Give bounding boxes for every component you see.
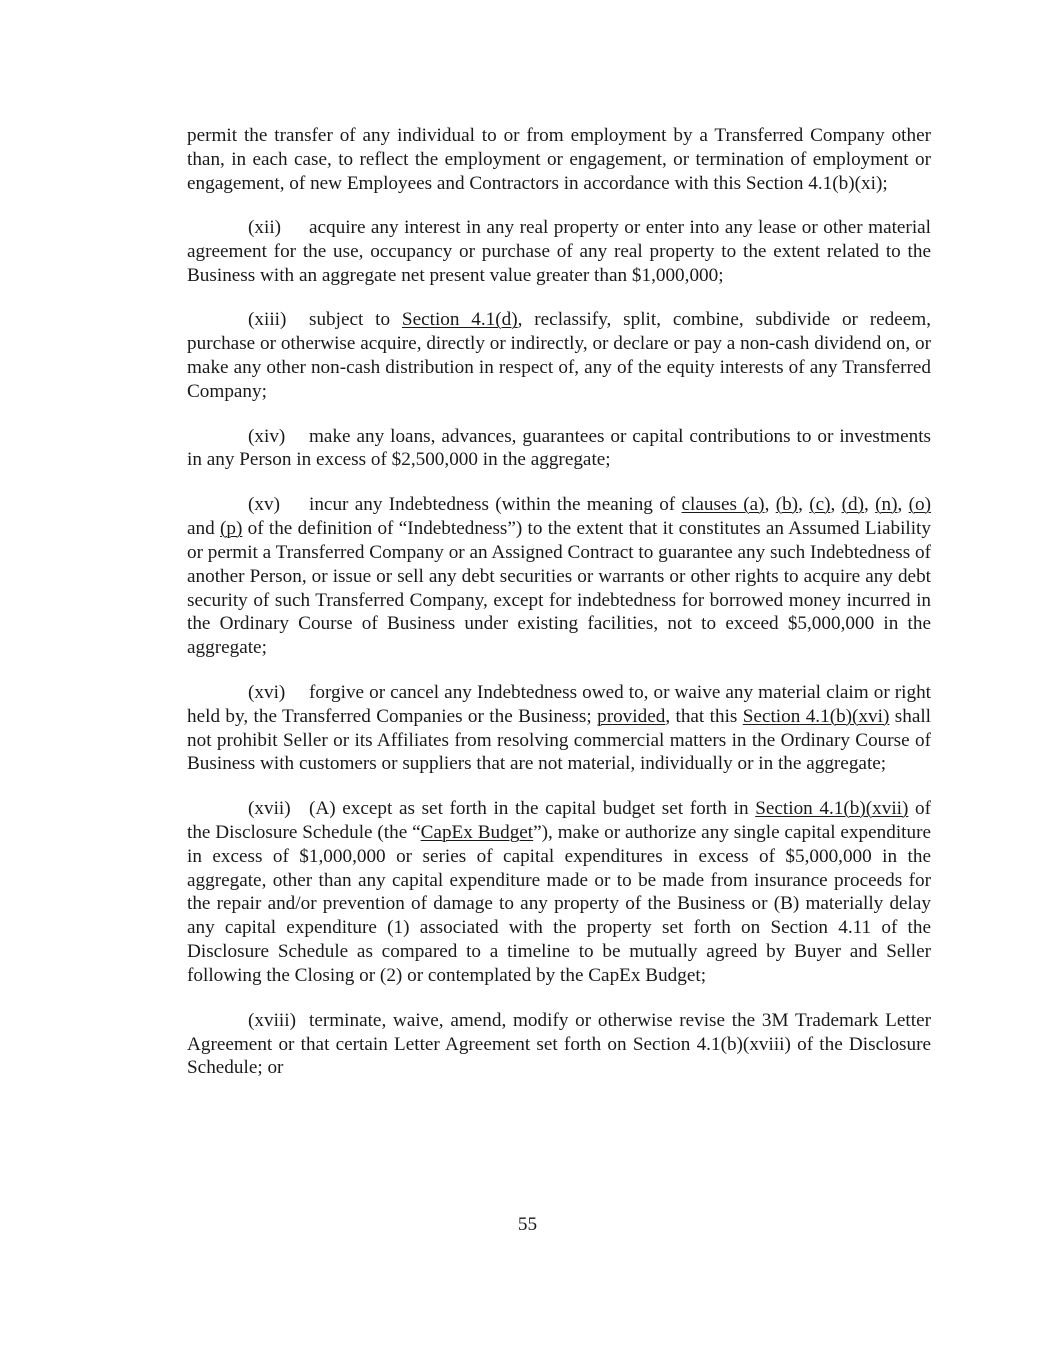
cross-reference: (o)	[908, 493, 931, 515]
paragraph-text: ,	[897, 493, 909, 515]
cross-reference: (b)	[775, 493, 799, 515]
clause-xvi	[187, 681, 931, 777]
paragraph-text: ,	[864, 493, 876, 515]
paragraph-text: incur any Indebtedness (within the meaning of	[309, 493, 682, 515]
cross-reference: (d)	[841, 493, 864, 515]
paragraph-text: shall not prohibit Seller or its Affiliates from resolving commercial matters in the Ordinary Course of Business with customers or suppliers that are not material, individually or in the aggregate;	[187, 705, 931, 775]
paragraph-text: of the definition of “Indebtedness”) to the extent that it constitutes an Assumed Liability or permit a Transferred Company or an Assigned Contract to guarantee any such Indebtedness of another Person, or issue or sell any debt securities or warrants or other rights to acquire any debt security of such Transferred Company, except for indebtedness for borrowed money incurred in the Ordinary Course of Business under existing facilities, not to exceed $5,000,000 in the aggregate;	[187, 517, 931, 659]
clause-number: (xv)	[248, 493, 280, 515]
paragraph-text: , that this	[665, 705, 743, 727]
paragraph-continuation	[187, 124, 931, 196]
cross-reference: (c)	[809, 493, 831, 515]
cross-reference: (p)	[219, 517, 243, 539]
cross-reference: (n)	[875, 493, 898, 515]
clause-number: (xviii)	[248, 1009, 296, 1031]
clause-xvii	[187, 797, 931, 988]
clause-xviii	[187, 1009, 931, 1081]
clause-xv	[187, 493, 931, 660]
paragraph-text: terminate, waive, amend, modify or otherwise revise the 3M Trademark Letter Agreement or that certain Letter Agreement set forth on Section 4.1(b)(xviii) of the Disclosure Schedule; or	[187, 1009, 931, 1079]
clause-number: (xvi)	[248, 681, 286, 703]
clause-number: (xvii)	[248, 797, 291, 819]
paragraph-text: ,	[798, 493, 810, 515]
paragraph-text: ,	[830, 493, 842, 515]
paragraph-text: ,	[764, 493, 776, 515]
clause-xii	[187, 216, 931, 288]
clause-xiii	[187, 308, 931, 404]
paragraph-text: forgive or cancel any Indebtedness owed to, or waive any material claim or right held by, the Transferred Companies or the Business;	[187, 681, 931, 727]
cross-reference: Section 4.1(b)(xvii)	[755, 797, 909, 819]
clause-xiv	[187, 425, 931, 473]
cross-reference: clauses (a)	[681, 493, 765, 515]
cross-reference: Section 4.1(d)	[401, 309, 518, 331]
paragraph-text: ”), make or authorize any single capital expenditure in excess of $1,000,000 or series of capital expenditures in excess of $5,000,000 in the aggregate, other than any capital expenditure made or to be made from insurance proceeds for the repair and/or prevention of damage to any property of the Business or (B) materially delay any capital expenditure (1) associated with the property set forth on Section 4.11 of the Disclosure Schedule as compared to a timeline to be mutually agreed by Buyer and Seller following the Closing or (2) or contemplated by the CapEx Budget;	[187, 821, 931, 987]
paragraph-text: permit the transfer of any individual to or from employment by a Transferred Company other than, in each case, to reflect the employment or engagement, or termination of employment or engagement, of new Employees and Contractors in accordance with this Section 4.1(b)(xi);	[187, 125, 931, 194]
cross-reference: Section 4.1(b)(xvi)	[742, 705, 890, 727]
cross-reference: provided	[597, 705, 666, 727]
paragraph-text: make any loans, advances, guarantees or capital contributions to or investments in any Person in excess of $2,500,000 in the aggregate;	[187, 425, 931, 471]
clause-number: (xiii)	[248, 309, 287, 331]
document-page	[187, 124, 931, 1101]
clause-number: (xiv)	[248, 425, 286, 447]
paragraph-text: subject to	[309, 309, 402, 331]
paragraph-text: and	[187, 517, 220, 539]
paragraph-text: (A) except as set forth in the capital budget set forth in	[309, 797, 756, 819]
cross-reference: CapEx Budget	[420, 821, 534, 843]
clause-number: (xii)	[248, 217, 282, 239]
paragraph-text: acquire any interest in any real property or enter into any lease or other material agreement for the use, occupancy or purchase of any real property to the extent related to the Business with an aggregate net present value greater than $1,000,000;	[187, 217, 931, 287]
paragraph-text: , reclassify, split, combine, subdivide or redeem, purchase or otherwise acquire, directly or indirectly, or declare or pay a non-cash dividend on, or make any other non-cash distribution in respect of, any of the equity interests of any Transferred Company;	[187, 309, 931, 403]
page-number: 55	[517, 1214, 538, 1235]
paragraph-text: of the Disclosure Schedule (the “	[187, 797, 932, 843]
